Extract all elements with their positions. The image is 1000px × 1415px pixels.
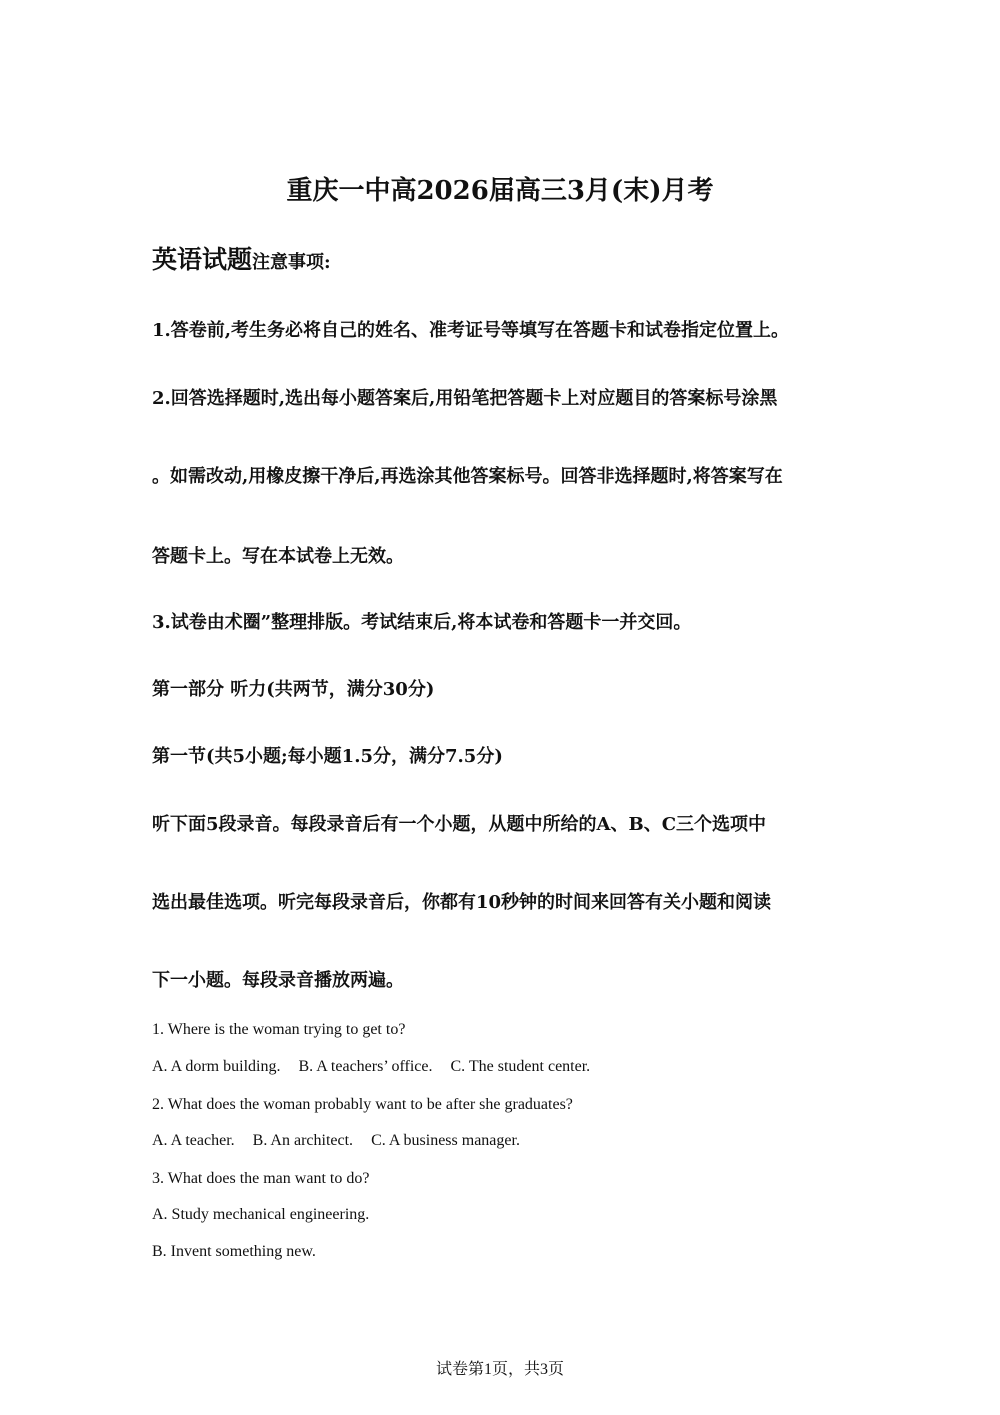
notice-label: 注意事项: — [252, 252, 331, 273]
directions-line-3: 下一小题。每段录音播放两遍。 — [152, 970, 404, 991]
page-footer: 试卷第1页，共3页 — [435, 1361, 564, 1378]
option-c: C. A business manager. — [371, 1132, 520, 1149]
option-c: C. The student center. — [450, 1058, 591, 1075]
instruction-3: 3.试卷由术圈”整理排版。考试结束后,将本试卷和答题卡一并交回。 — [152, 612, 692, 633]
question-2: 2. What does the woman probably want to be after she graduates? — [152, 1096, 573, 1113]
question-2-options — [152, 1132, 538, 1150]
subject-heading — [152, 240, 331, 276]
instruction-2-line-3: 答题卡上。写在本试卷上无效。 — [152, 546, 404, 567]
directions-line-2: 选出最佳选项。听完每段录音后，你都有10秒钟的时间来回答有关小题和阅读 — [152, 892, 772, 913]
option-b: B. An architect. — [252, 1132, 354, 1149]
question-3-option-b: B. Invent something new. — [152, 1243, 316, 1260]
part-heading: 第一部分 听力(共两节，满分30分) — [152, 679, 435, 700]
instruction-2-line-2: 。如需改动,用橡皮擦干净后,再选涂其他答案标号。回答非选择题时,将答案写在 — [152, 466, 783, 487]
option-b: B. A teachers’ office. — [298, 1058, 433, 1075]
option-a: A. A dorm building. — [152, 1058, 281, 1075]
question-1: 1. Where is the woman trying to get to? — [152, 1021, 406, 1038]
question-3-option-a: A. Study mechanical engineering. — [152, 1206, 370, 1223]
directions-line-1: 听下面5段录音。每段录音后有一个小题，从题中所给的A、B、C三个选项中 — [152, 814, 767, 835]
instruction-2-line-1: 2.回答选择题时,选出每小题答案后,用铅笔把答题卡上对应题目的答案标号涂黑 — [152, 388, 778, 409]
question-1-options — [152, 1058, 608, 1076]
question-3: 3. What does the man want to do? — [152, 1170, 370, 1187]
page-title: 重庆一中高2026届高三3月(末)月考 — [286, 176, 714, 206]
option-a: A. A teacher. — [152, 1132, 235, 1149]
subject-title: 英语试题 — [152, 245, 253, 274]
instruction-1: 1.答卷前,考生务必将自己的姓名、准考证号等填写在答题卡和试卷指定位置上。 — [152, 320, 790, 341]
subsection-heading: 第一节(共5小题;每小题1.5分，满分7.5分) — [152, 746, 503, 767]
